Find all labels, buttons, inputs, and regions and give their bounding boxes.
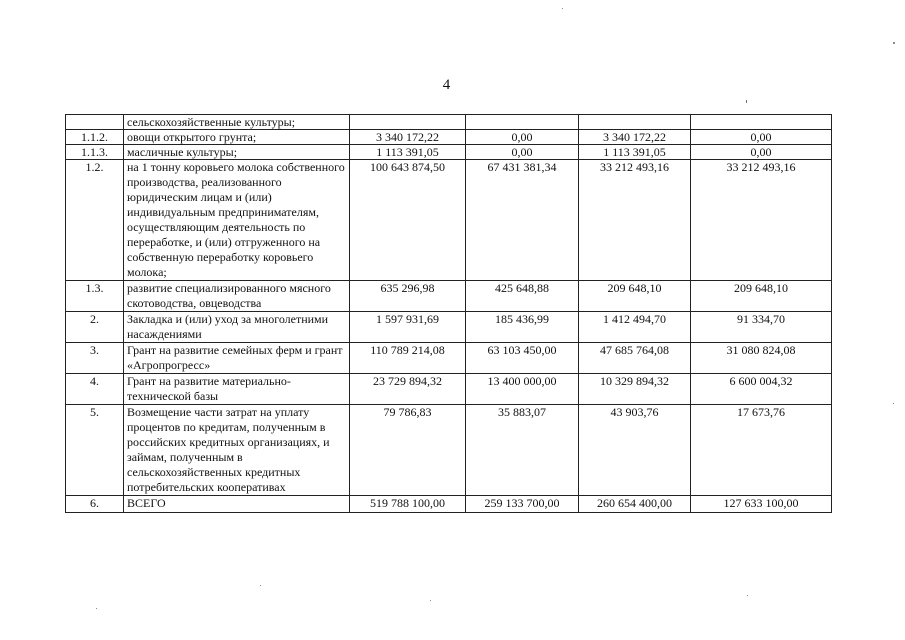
amount-col-1: 79 786,83 <box>350 405 466 496</box>
amount-col-2: 35 883,07 <box>466 405 579 496</box>
row-description: ВСЕГО <box>124 496 350 513</box>
table-row <box>66 145 832 160</box>
row-description: Возмещение части затрат на уплату процентов по кредитам, полученным в российских кредитных организациях, и займам, полученным в сельскохозяйственных кредитных потребительских кооперативах <box>124 405 350 496</box>
table-row <box>66 312 832 343</box>
row-description: Закладка и (или) уход за многолетними насаждениями <box>124 312 350 343</box>
table-body <box>66 115 832 513</box>
amount-col-1 <box>350 115 466 130</box>
amount-col-3: 47 685 764,08 <box>579 343 691 374</box>
row-description: овощи открытого грунта; <box>124 130 350 145</box>
amount-col-3: 1 113 391,05 <box>579 145 691 160</box>
amount-col-2: 0,00 <box>466 130 579 145</box>
amount-col-2: 185 436,99 <box>466 312 579 343</box>
amount-col-4: 209 648,10 <box>691 281 832 312</box>
row-number: 1.2. <box>66 160 124 281</box>
row-number: 1.1.3. <box>66 145 124 160</box>
row-description: масличные культуры; <box>124 145 350 160</box>
row-number: 3. <box>66 343 124 374</box>
row-number: 5. <box>66 405 124 496</box>
amount-col-4: 17 673,76 <box>691 405 832 496</box>
row-description: Грант на развитие материально-технической базы <box>124 374 350 405</box>
amount-col-2: 0,00 <box>466 145 579 160</box>
row-description: на 1 тонну коровьего молока собственного производства, реализованного юридическим лицам и (или) индивидуальным предпринимателям, осуществляющим деятельность по переработке, и (или) отгруженного на собственную переработку коровьего молока; <box>124 160 350 281</box>
amount-col-2: 63 103 450,00 <box>466 343 579 374</box>
amount-col-2: 259 133 700,00 <box>466 496 579 513</box>
amount-col-2: 425 648,88 <box>466 281 579 312</box>
scan-speck <box>430 600 431 601</box>
scan-speck <box>893 42 895 44</box>
table-row <box>66 496 832 513</box>
amount-col-1: 100 643 874,50 <box>350 160 466 281</box>
scan-speck <box>96 608 97 609</box>
row-number: 2. <box>66 312 124 343</box>
amount-col-1: 3 340 172,22 <box>350 130 466 145</box>
scan-speck <box>260 585 261 586</box>
amount-col-4: 0,00 <box>691 145 832 160</box>
amount-col-4: 31 080 824,08 <box>691 343 832 374</box>
table-row <box>66 405 832 496</box>
budget-table <box>65 114 832 513</box>
amount-col-1: 635 296,98 <box>350 281 466 312</box>
amount-col-2: 67 431 381,34 <box>466 160 579 281</box>
scan-speck <box>562 8 563 9</box>
scan-speck <box>746 100 747 103</box>
amount-col-3: 3 340 172,22 <box>579 130 691 145</box>
amount-col-3: 1 412 494,70 <box>579 312 691 343</box>
row-number: 1.3. <box>66 281 124 312</box>
table-row <box>66 130 832 145</box>
amount-col-2 <box>466 115 579 130</box>
row-number: 6. <box>66 496 124 513</box>
amount-col-3: 260 654 400,00 <box>579 496 691 513</box>
page-number: 4 <box>442 77 451 93</box>
amount-col-4 <box>691 115 832 130</box>
amount-col-3: 209 648,10 <box>579 281 691 312</box>
row-description: развитие специализированного мясного скотоводства, овцеводства <box>124 281 350 312</box>
amount-col-4: 6 600 004,32 <box>691 374 832 405</box>
amount-col-4: 33 212 493,16 <box>691 160 832 281</box>
amount-col-4: 127 633 100,00 <box>691 496 832 513</box>
amount-col-1: 1 113 391,05 <box>350 145 466 160</box>
table-row <box>66 160 832 281</box>
row-description: Грант на развитие семейных ферм и грант «Агропрогресс» <box>124 343 350 374</box>
table-row <box>66 374 832 405</box>
amount-col-1: 1 597 931,69 <box>350 312 466 343</box>
amount-col-3: 33 212 493,16 <box>579 160 691 281</box>
row-description: сельскохозяйственные культуры; <box>124 115 350 130</box>
table-row <box>66 281 832 312</box>
amount-col-3: 43 903,76 <box>579 405 691 496</box>
row-number: 4. <box>66 374 124 405</box>
amount-col-1: 519 788 100,00 <box>350 496 466 513</box>
table-row <box>66 115 832 130</box>
amount-col-4: 91 334,70 <box>691 312 832 343</box>
amount-col-2: 13 400 000,00 <box>466 374 579 405</box>
amount-col-3 <box>579 115 691 130</box>
amount-col-3: 10 329 894,32 <box>579 374 691 405</box>
row-number <box>66 115 124 130</box>
amount-col-4: 0,00 <box>691 130 832 145</box>
amount-col-1: 110 789 214,08 <box>350 343 466 374</box>
amount-col-1: 23 729 894,32 <box>350 374 466 405</box>
table-row <box>66 343 832 374</box>
scan-speck <box>893 403 894 404</box>
row-number: 1.1.2. <box>66 130 124 145</box>
scan-speck <box>747 595 748 596</box>
